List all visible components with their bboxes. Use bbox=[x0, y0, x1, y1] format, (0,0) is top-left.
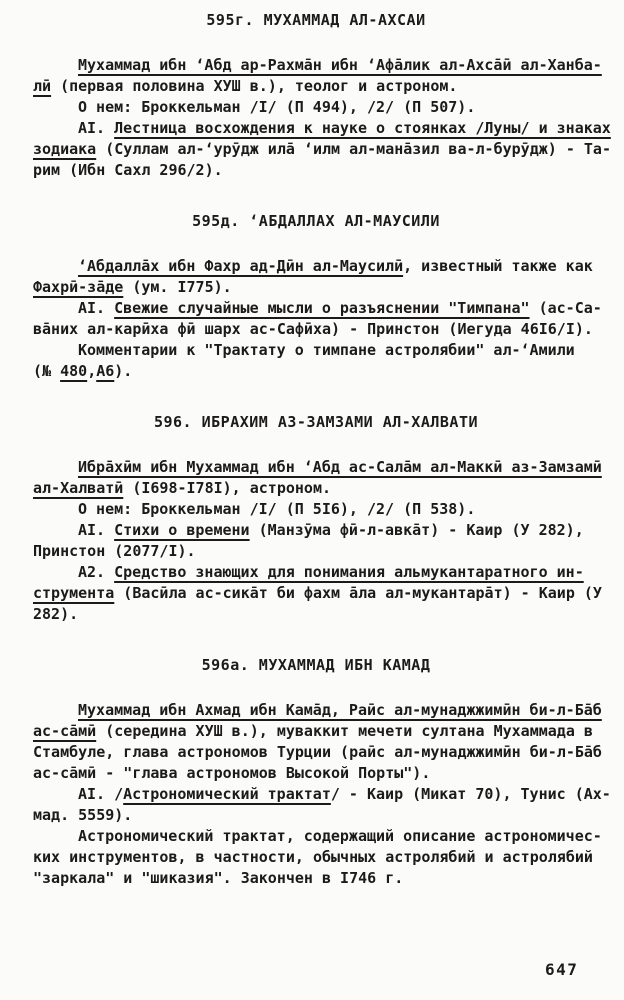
text-line bbox=[33, 499, 599, 520]
section-heading: 595д. ‘АБДАЛЛАХ АЛ-МАУСИЛИ bbox=[192, 212, 440, 230]
underlined-text: Астрономический трактат bbox=[123, 785, 331, 803]
text-segment: АI. bbox=[78, 119, 115, 137]
underlined-text: лӣ bbox=[33, 77, 52, 95]
text-segment: (середина ХУШ в.), муваккит мечети султана Мухаммада в bbox=[96, 722, 593, 740]
page-number: 647 bbox=[545, 960, 579, 979]
text-segment: (ас-Са- bbox=[529, 299, 602, 317]
text-segment: (Васӣла ас-сика̄т би фахм а̄ла ал-мукантара̄т) - Каир (У bbox=[114, 584, 602, 602]
text-line bbox=[33, 160, 599, 181]
text-line bbox=[33, 826, 602, 847]
text-segment: Астрономический трактат, содержащий описание астрономичес- bbox=[78, 827, 602, 845]
text-segment: (I698-I78I), астроном. bbox=[123, 479, 332, 497]
text-line bbox=[33, 604, 599, 625]
text-segment: Комментарии к "Трактату о тимпане астролябии" ал-‘Амили bbox=[78, 341, 575, 359]
section-heading: 595г. МУХАММАД АЛ-АХСАИ bbox=[206, 11, 426, 29]
underlined-text: Мухаммад ибн Ахмад ибн Кама̄д, Раӣс ал-мунаджжимӣн би-л-Ба̄б bbox=[78, 701, 602, 719]
text-line bbox=[33, 319, 599, 340]
text-segment: , известный также как bbox=[403, 257, 593, 275]
underlined-text: Средство знающих для понимания альмукантаратного ин- bbox=[114, 563, 584, 581]
section-heading: 596. ИБРАХИМ АЗ-ЗАМЗАМИ АЛ-ХАЛВАТИ bbox=[153, 413, 479, 431]
text-segment: А2. bbox=[78, 563, 115, 581]
text-line bbox=[33, 457, 602, 478]
underlined-text: ‘Абдалла̄х ибн Фахр ад-Дӣн ал-Маусилӣ bbox=[78, 257, 404, 275]
text-line bbox=[33, 55, 602, 76]
text-line bbox=[33, 118, 611, 139]
underlined-text: 480 bbox=[60, 362, 88, 380]
text-line bbox=[33, 277, 599, 298]
text-segment: ва̄них ал-карӣха фӣ шарх ас-Сафӣха) - Принстон (Иегуда 46I6/I). bbox=[33, 320, 593, 338]
text-segment: / - Каир (Микат 70), Тунис (Ах- bbox=[330, 785, 611, 803]
text-segment: АI. bbox=[78, 521, 115, 539]
text-line bbox=[33, 520, 599, 541]
text-line bbox=[33, 76, 599, 97]
text-segment: (первая половина ХУШ в.), теолог и астроном. bbox=[51, 77, 458, 95]
text-line bbox=[33, 742, 602, 763]
underlined-text: Фахрӣ-за̄де bbox=[33, 278, 124, 296]
text-line bbox=[33, 784, 611, 805]
text-segment: ). bbox=[114, 362, 133, 380]
text-line bbox=[33, 721, 599, 742]
text-line bbox=[33, 478, 599, 499]
text-segment: (№ bbox=[33, 362, 61, 380]
underlined-text: струмента bbox=[33, 584, 115, 602]
text-segment: Стамбуле, глава астрономов Турции (раӣс ал-мунаджжимӣн би-л-Ба̄б bbox=[33, 743, 602, 761]
text-segment: Принстон (2077/I). bbox=[33, 542, 196, 560]
text-segment: О нем: Броккельман /I/ (П 5I6), /2/ (П 538). bbox=[78, 500, 476, 518]
text-line bbox=[33, 97, 599, 118]
text-segment: (Манзӯма фӣ-л-авка̄т) - Каир (У 282), bbox=[249, 521, 584, 539]
text-line bbox=[33, 805, 599, 826]
text-segment: АI. bbox=[78, 299, 115, 317]
text-segment: ас-са̄мӣ - "глава астрономов Высокой Порты"). bbox=[33, 764, 431, 782]
page-body bbox=[33, 10, 611, 889]
text-line bbox=[33, 340, 599, 361]
text-line bbox=[33, 139, 611, 160]
underlined-text: зодиака bbox=[33, 140, 97, 158]
text-segment: 282). bbox=[33, 605, 79, 623]
underlined-text: ал-Халватӣ bbox=[33, 479, 124, 497]
text-line bbox=[33, 298, 602, 319]
underlined-text: Ибра̄хӣм ибн Мухаммад ибн ‘Абд ас-Сала̄м ал-Маккӣ аз-Замзамӣ bbox=[78, 458, 602, 476]
text-segment: ких инструментов, в частности, обычных астролябий и астролябий bbox=[33, 848, 593, 866]
text-line bbox=[33, 562, 599, 583]
underlined-text: Стихи о времени bbox=[114, 521, 250, 539]
text-segment: "заркала" и "шиказия". Закончен в I746 г. bbox=[33, 869, 404, 887]
bibliography-section bbox=[33, 655, 611, 889]
text-segment: АI. / bbox=[78, 785, 124, 803]
text-line bbox=[33, 256, 599, 277]
text-segment: (ум. I775). bbox=[123, 278, 232, 296]
underlined-text: ас-са̄мӣ bbox=[33, 722, 97, 740]
text-line bbox=[33, 700, 602, 721]
text-line bbox=[33, 868, 599, 889]
bibliography-section bbox=[33, 10, 611, 181]
text-segment: рим (Ибн Сахл 296/2). bbox=[33, 161, 223, 179]
bibliography-section bbox=[33, 412, 602, 625]
text-line bbox=[33, 583, 602, 604]
text-segment: мад. 5559). bbox=[33, 806, 133, 824]
text-line bbox=[33, 541, 599, 562]
text-segment: , bbox=[87, 362, 97, 380]
text-line bbox=[33, 361, 599, 382]
underlined-text: Лестница восхождения к науке о стоянках /Луны/ и знаках bbox=[114, 119, 611, 137]
text-segment: (Суллам ал-‘урӯдж ила̄ ‘илм ал-мана̄зил ва-л-бурӯдж) - Та- bbox=[96, 140, 611, 158]
underlined-text: Свежие случайные мысли о разъяснении "Тимпана" bbox=[114, 299, 530, 317]
text-segment: О нем: Броккельман /I/ (П 494), /2/ (П 507). bbox=[78, 98, 476, 116]
section-heading: 596а. МУХАММАД ИБН КАМАД bbox=[201, 656, 431, 674]
bibliography-section bbox=[33, 211, 602, 382]
text-line bbox=[33, 847, 599, 868]
text-line bbox=[33, 763, 599, 784]
underlined-text: А6 bbox=[96, 362, 115, 380]
underlined-text: Мухаммад ибн ‘Абд ар-Рахма̄н ибн ‘Афа̄лик ал-Ахса̄ӣ ал-Ханба- bbox=[78, 56, 602, 74]
